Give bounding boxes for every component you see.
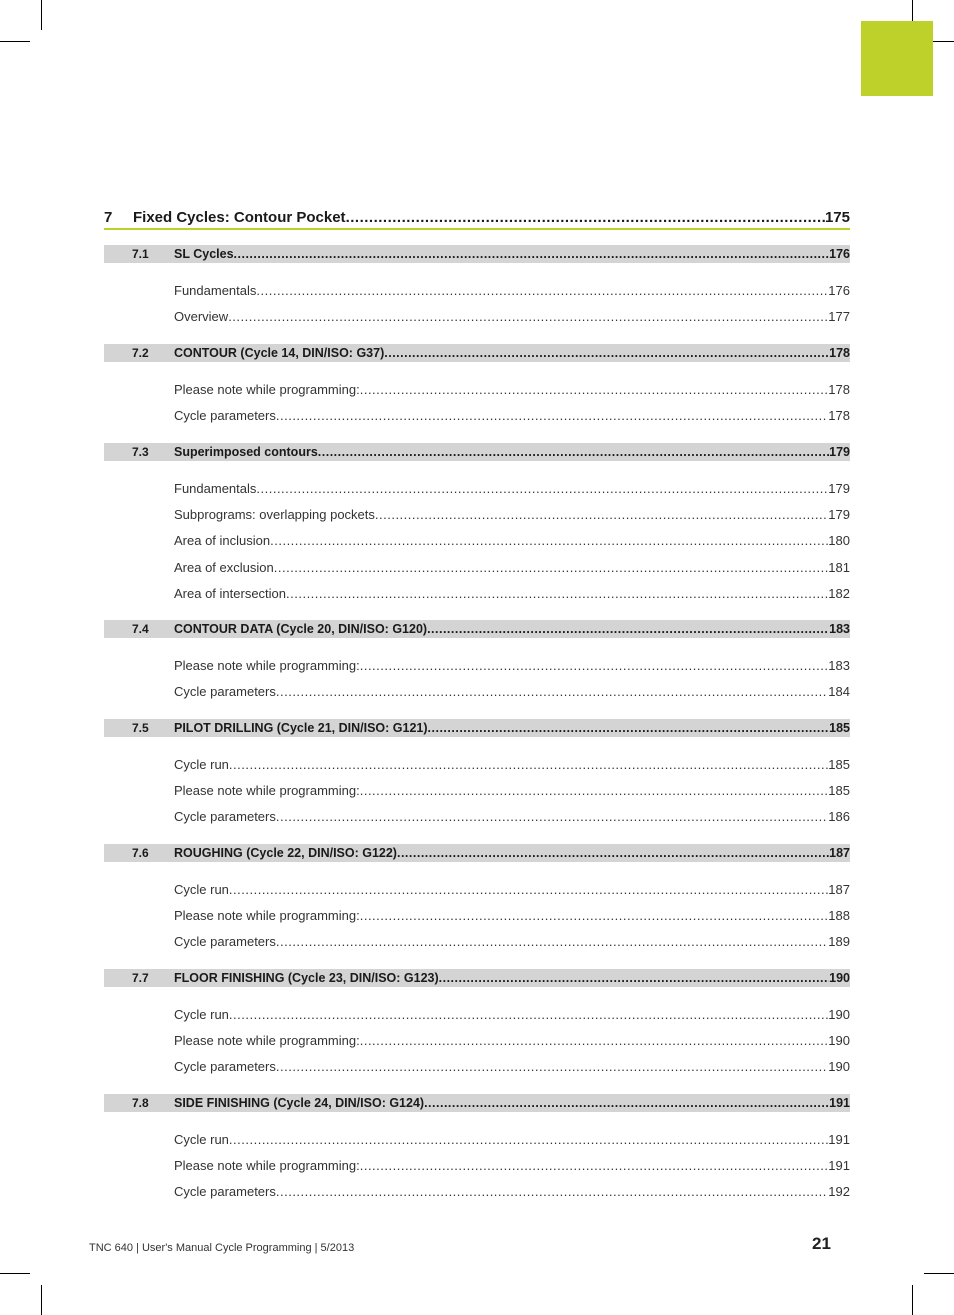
section-number: 7.4 <box>132 622 149 636</box>
entry-page: 185 <box>828 756 850 772</box>
entry-page: 179 <box>828 506 850 522</box>
entry-page: 180 <box>828 532 850 548</box>
entry-page: 179 <box>828 480 850 496</box>
toc-entry-row[interactable] <box>104 1057 850 1075</box>
section-page: 185 <box>829 721 850 735</box>
leader-dots <box>346 209 825 228</box>
entry-page: 186 <box>828 808 850 824</box>
section-number: 7.3 <box>132 445 149 459</box>
entry-title: Area of exclusion <box>174 559 274 575</box>
toc-entry-row[interactable] <box>104 1130 850 1148</box>
entry-page: 192 <box>828 1183 850 1199</box>
toc-entry-row[interactable] <box>104 531 850 549</box>
toc-entry-row[interactable] <box>104 932 850 950</box>
toc-entry-row[interactable] <box>104 1156 850 1174</box>
chapter-title: Fixed Cycles: Contour Pocket <box>133 209 346 226</box>
toc-entry-row[interactable] <box>104 281 850 299</box>
entry-page: 187 <box>828 881 850 897</box>
entry-title: Please note while programming: <box>174 782 360 798</box>
section-number: 7.5 <box>132 721 149 735</box>
entry-page: 178 <box>828 407 850 423</box>
toc-entry-row[interactable] <box>104 479 850 497</box>
entry-title: Subprograms: overlapping pockets <box>174 506 375 522</box>
leader-dots <box>256 481 828 496</box>
section-number: 7.1 <box>132 247 149 261</box>
entry-title: Fundamentals <box>174 480 257 496</box>
leader-dots <box>360 1158 829 1173</box>
section-page: 187 <box>829 846 850 860</box>
leader-dots <box>439 971 830 985</box>
toc-entry-row[interactable] <box>104 906 850 924</box>
leader-dots <box>276 408 828 423</box>
leader-dots <box>360 783 829 798</box>
section-number: 7.2 <box>132 346 149 360</box>
entry-page: 190 <box>828 1058 850 1074</box>
section-page: 176 <box>829 247 850 261</box>
crop-mark <box>924 1273 954 1274</box>
toc-entry-row[interactable] <box>104 880 850 898</box>
toc-section-row[interactable] <box>104 719 850 737</box>
section-title: PILOT DRILLING (Cycle 21, DIN/ISO: G121) <box>174 721 428 735</box>
toc-section-row[interactable] <box>104 620 850 638</box>
leader-dots <box>427 622 829 636</box>
leader-dots <box>276 1184 828 1199</box>
chapter-number: 7 <box>104 209 113 226</box>
entry-page: 190 <box>828 1032 850 1048</box>
section-page: 190 <box>829 971 850 985</box>
leader-dots <box>318 445 829 459</box>
toc-entry-row[interactable] <box>104 682 850 700</box>
entry-page: 190 <box>828 1006 850 1022</box>
leader-dots <box>229 757 828 772</box>
leader-dots <box>276 934 828 949</box>
leader-dots <box>229 882 828 897</box>
toc-entry-row[interactable] <box>104 307 850 325</box>
leader-dots <box>229 1132 828 1147</box>
entry-title: Cycle parameters <box>174 933 276 949</box>
section-page: 183 <box>829 622 850 636</box>
leader-dots <box>375 507 828 522</box>
entry-page: 177 <box>828 308 850 324</box>
page-number: 21 <box>812 1234 831 1253</box>
entry-page: 191 <box>828 1131 850 1147</box>
toc-entry-row[interactable] <box>104 380 850 398</box>
section-page: 191 <box>829 1096 850 1110</box>
leader-dots <box>276 809 828 824</box>
toc-entry-row[interactable] <box>104 505 850 523</box>
entry-page: 176 <box>828 282 850 298</box>
toc-section-row[interactable] <box>104 844 850 862</box>
toc-entry-row[interactable] <box>104 1031 850 1049</box>
entry-page: 181 <box>828 559 850 575</box>
leader-dots <box>276 684 828 699</box>
toc-entry-row[interactable] <box>104 755 850 773</box>
chapter-page: 175 <box>824 209 850 226</box>
crop-mark <box>0 1273 30 1274</box>
toc-entry-row[interactable] <box>104 781 850 799</box>
section-page: 178 <box>829 346 850 360</box>
section-title: ROUGHING (Cycle 22, DIN/ISO: G122) <box>174 846 397 860</box>
crop-mark <box>41 1285 42 1315</box>
leader-dots <box>270 533 828 548</box>
toc-section-row[interactable] <box>104 969 850 987</box>
entry-page: 182 <box>828 585 850 601</box>
entry-title: Please note while programming: <box>174 657 360 673</box>
chapter-tab-marker <box>861 21 933 96</box>
entry-title: Please note while programming: <box>174 1157 360 1173</box>
section-number: 7.6 <box>132 846 149 860</box>
leader-dots <box>360 908 829 923</box>
entry-page: 184 <box>828 683 850 699</box>
toc-entry-row[interactable] <box>104 807 850 825</box>
crop-mark <box>912 1285 913 1315</box>
entry-title: Please note while programming: <box>174 1032 360 1048</box>
entry-page: 178 <box>828 381 850 397</box>
toc-entry-row[interactable] <box>104 406 850 424</box>
section-title: CONTOUR DATA (Cycle 20, DIN/ISO: G120) <box>174 622 428 636</box>
leader-dots <box>229 1007 828 1022</box>
entry-page: 183 <box>828 657 850 673</box>
entry-title: Please note while programming: <box>174 381 360 397</box>
leader-dots <box>428 721 830 735</box>
leader-dots <box>286 586 828 601</box>
leader-dots <box>384 346 829 360</box>
entry-title: Cycle parameters <box>174 683 276 699</box>
section-title: CONTOUR (Cycle 14, DIN/ISO: G37) <box>174 346 385 360</box>
entry-page: 185 <box>828 782 850 798</box>
toc-entry-row[interactable] <box>104 1182 850 1200</box>
leader-dots <box>360 382 829 397</box>
section-title: SIDE FINISHING (Cycle 24, DIN/ISO: G124) <box>174 1096 425 1110</box>
entry-title: Area of intersection <box>174 585 287 601</box>
section-title: Superimposed contours <box>174 445 318 459</box>
entry-title: Please note while programming: <box>174 907 360 923</box>
entry-title: Cycle parameters <box>174 1183 276 1199</box>
section-number: 7.7 <box>132 971 149 985</box>
toc-entry-row[interactable] <box>104 656 850 674</box>
entry-title: Overview <box>174 308 229 324</box>
leader-dots <box>360 658 829 673</box>
section-page: 179 <box>829 445 850 459</box>
toc-entry-row[interactable] <box>104 584 850 602</box>
leader-dots <box>234 247 830 261</box>
entry-title: Cycle run <box>174 1006 229 1022</box>
section-number: 7.8 <box>132 1096 149 1110</box>
entry-title: Cycle parameters <box>174 808 276 824</box>
entry-title: Area of inclusion <box>174 532 271 548</box>
toc-section-row[interactable] <box>104 344 850 362</box>
leader-dots <box>424 1096 829 1110</box>
leader-dots <box>274 560 829 575</box>
leader-dots <box>397 846 829 860</box>
leader-dots <box>228 309 828 324</box>
footer-text: TNC 640 | User's Manual Cycle Programming | 5/2013 <box>89 1242 355 1254</box>
entry-title: Cycle run <box>174 1131 229 1147</box>
crop-mark <box>0 41 30 42</box>
entry-title: Fundamentals <box>174 282 257 298</box>
entry-page: 189 <box>828 933 850 949</box>
leader-dots <box>276 1059 828 1074</box>
entry-title: Cycle parameters <box>174 1058 276 1074</box>
toc-section-row[interactable] <box>104 443 850 461</box>
toc-entry-row[interactable] <box>104 1005 850 1023</box>
leader-dots <box>360 1033 829 1048</box>
entry-title: Cycle run <box>174 881 229 897</box>
crop-mark <box>41 0 42 30</box>
toc-entry-row[interactable] <box>104 558 850 576</box>
leader-dots <box>256 283 828 298</box>
entry-title: Cycle parameters <box>174 407 276 423</box>
toc-section-row[interactable] <box>104 245 850 263</box>
entry-page: 188 <box>828 907 850 923</box>
section-title: SL Cycles <box>174 247 234 261</box>
entry-title: Cycle run <box>174 756 229 772</box>
section-title: FLOOR FINISHING (Cycle 23, DIN/ISO: G123) <box>174 971 439 985</box>
toc-chapter-row[interactable] <box>104 206 850 230</box>
entry-page: 191 <box>828 1157 850 1173</box>
toc-section-row[interactable] <box>104 1094 850 1112</box>
